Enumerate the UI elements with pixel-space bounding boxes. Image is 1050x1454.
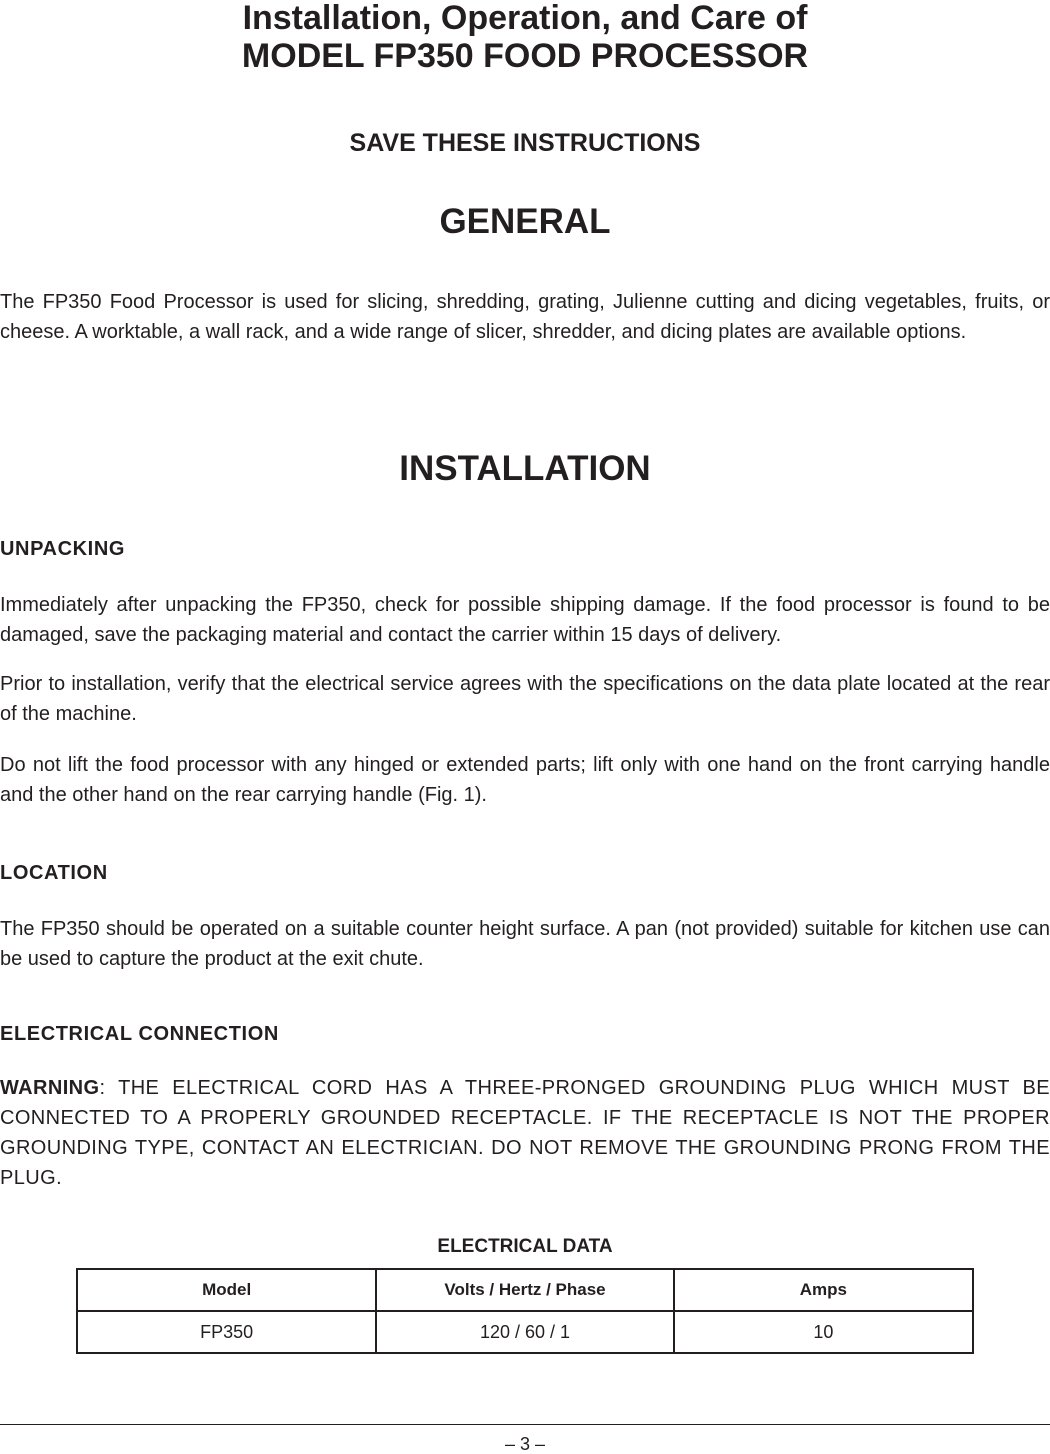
- document-title-line-2: MODEL FP350 FOOD PROCESSOR: [241, 37, 809, 75]
- electrical-connection-heading: ELECTRICAL CONNECTION: [0, 1023, 279, 1045]
- cell-amps: 10: [674, 1311, 973, 1353]
- general-heading: GENERAL: [439, 202, 611, 241]
- location-paragraph: The FP350 should be operated on a suitable counter height surface. A pan (not provided) suitable for kitchen use can be used to capture the product at the exit chute.: [0, 918, 1050, 970]
- warning-label: WARNING: [0, 1077, 100, 1099]
- unpacking-paragraph-1: Immediately after unpacking the FP350, check for possible shipping damage. If the food processor is found to be damaged, save the packaging material and contact the carrier within 15 days of delivery.: [0, 594, 1050, 646]
- electrical-data-caption: ELECTRICAL DATA: [437, 1236, 613, 1257]
- table-row: [77, 1311, 973, 1353]
- cell-volts-hertz-phase: 120 / 60 / 1: [376, 1311, 673, 1353]
- general-paragraph: The FP350 Food Processor is used for slicing, shredding, grating, Julienne cutting and dicing vegetables, fruits, or cheese. A worktable, a wall rack, and a wide range of slicer, shredder, and dicing plates are available options.: [0, 291, 1050, 343]
- warning-text: : THE ELECTRICAL CORD HAS A THREE-PRONGED GROUNDING PLUG WHICH MUST BE CONNECTED TO A PROPERLY GROUNDED RECEPTACLE. IF THE RECEPTACLE IS NOT THE PROPER GROUNDING TYPE, CONTACT AN ELECTRICIAN. DO NOT REMOVE THE GROUNDING PRONG FROM THE PLUG.: [0, 1077, 1050, 1189]
- save-instructions-notice: SAVE THESE INSTRUCTIONS: [349, 129, 701, 157]
- unpacking-paragraph-2: Prior to installation, verify that the electrical service agrees with the specifications on the data plate located at the rear of the machine.: [0, 673, 1050, 725]
- column-header-volts-hertz-phase: Volts / Hertz / Phase: [376, 1269, 673, 1311]
- unpacking-paragraph-3: Do not lift the food processor with any hinged or extended parts; lift only with one hand on the front carrying handle and the other hand on the rear carrying handle (Fig. 1).: [0, 754, 1050, 806]
- document-title-line-1: Installation, Operation, and Care of: [242, 0, 808, 37]
- table-header-row: [77, 1269, 973, 1311]
- installation-heading: INSTALLATION: [399, 449, 651, 488]
- footer-divider: [0, 1424, 1050, 1425]
- location-heading: LOCATION: [0, 862, 108, 884]
- cell-model: FP350: [77, 1311, 376, 1353]
- column-header-model: Model: [77, 1269, 376, 1311]
- unpacking-heading: UNPACKING: [0, 538, 126, 560]
- warning-paragraph: [0, 1073, 1050, 1193]
- page-number: – 3 –: [504, 1434, 546, 1454]
- electrical-data-table: [76, 1268, 974, 1354]
- column-header-amps: Amps: [674, 1269, 973, 1311]
